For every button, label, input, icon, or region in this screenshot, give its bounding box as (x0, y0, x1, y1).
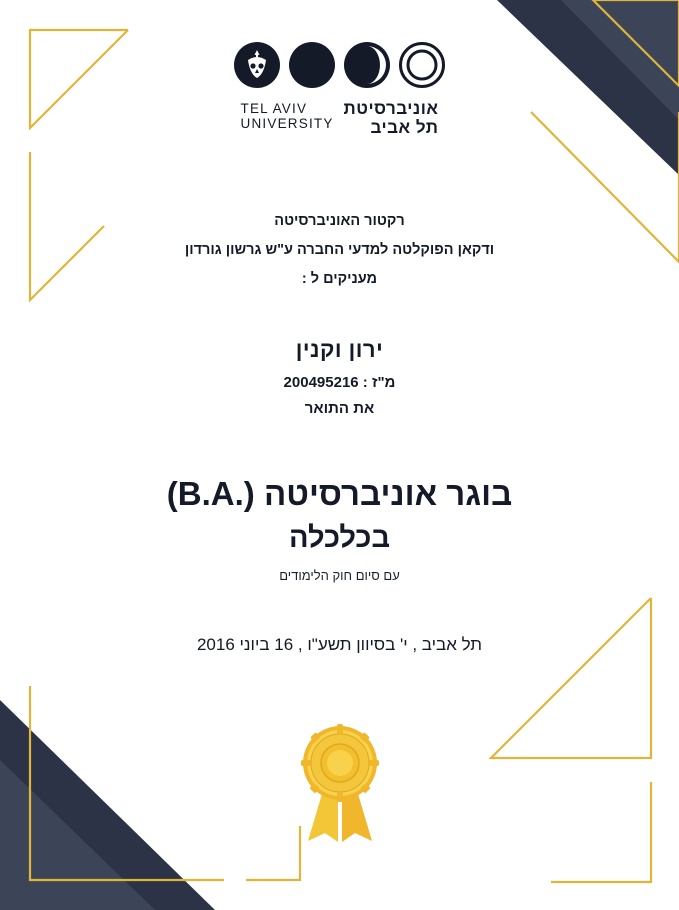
filled-circle-icon (289, 42, 335, 93)
ring-circle-icon (399, 42, 445, 93)
award-label: את התואר (304, 400, 375, 417)
logo-english-line2: UNIVERSITY (240, 116, 334, 132)
recipient-id: מ"ז : 200495216 (283, 374, 396, 391)
owl-emblem-icon (234, 42, 280, 93)
logo-marks (234, 42, 445, 93)
intro-line-1: רקטור האוניברסיטה (274, 213, 405, 229)
logo-hebrew-line1: אוניברסיטת (343, 99, 439, 118)
university-logo (0, 42, 679, 137)
recipient-block (0, 337, 679, 417)
degree-field: בכלכלה (288, 521, 391, 554)
issue-block (0, 635, 679, 655)
crescent-circle-icon (344, 42, 390, 93)
intro-line-3: מעניקים ל : (301, 271, 378, 287)
logo-hebrew-text (344, 99, 439, 137)
gold-rosette-seal-icon (294, 705, 386, 852)
logo-english-line1: TEL AVIV (240, 101, 308, 116)
logo-english-text (241, 99, 334, 131)
logo-wordmark (241, 99, 439, 137)
issue-line: תל אביב , י' בסיוון תשע"ו , 16 ביוני 2016 (196, 635, 483, 654)
intro-block (0, 207, 679, 294)
recipient-name: ירון וקנין (295, 337, 384, 362)
degree-block (0, 472, 679, 583)
degree-note: עם סיום חוק הלימודים (279, 567, 400, 583)
seal-container (0, 705, 679, 852)
degree-title: בוגר אוניברסיטה (.B.A) (166, 475, 513, 512)
intro-line-2: ודקאן הפוקלטה למדעי החברה ע"ש גרשון גורדון (184, 242, 495, 258)
logo-hebrew-line2: תל אביב (370, 118, 439, 138)
